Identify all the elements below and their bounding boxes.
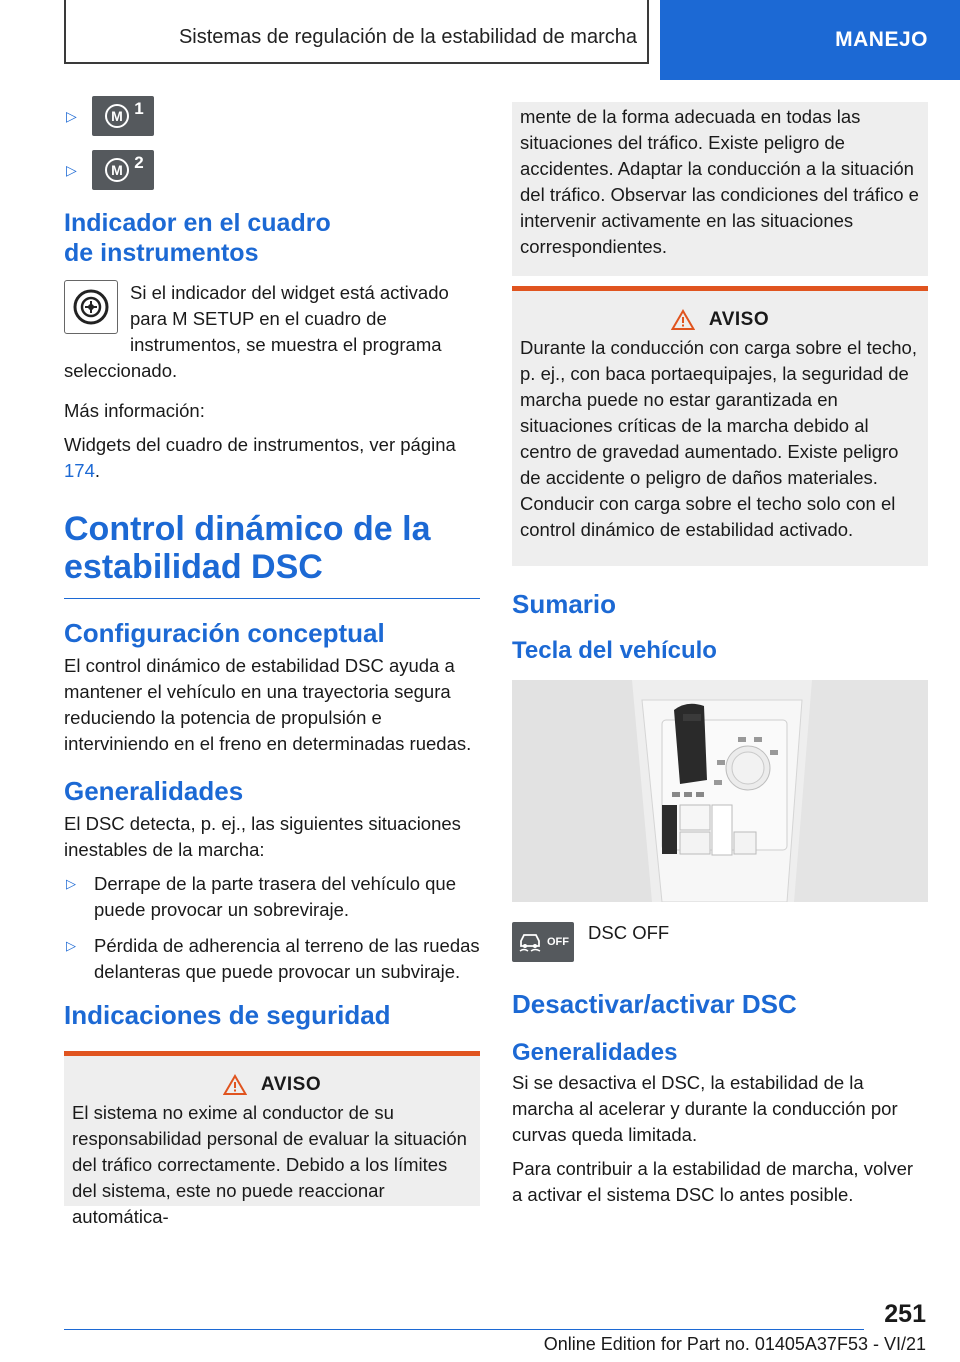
- general-heading: Generalidades: [64, 776, 244, 806]
- more-info-label: Más información:: [64, 400, 205, 421]
- page-link[interactable]: 174: [64, 460, 95, 481]
- deactivate-heading: Desactivar/activar DSC: [512, 989, 797, 1019]
- warning-box-2: [512, 286, 928, 566]
- deactivate-text-1: Si se desactiva el DSC, la estabilidad de la marcha al acelerar y durante la conducción por curvas queda limitada.: [512, 1072, 898, 1145]
- key-heading: Tecla del vehículo: [512, 637, 717, 664]
- situation-list: [64, 871, 480, 985]
- widgets-reference: Widgets del cuadro de instrumentos, ver página 174.: [64, 434, 456, 481]
- triangle-bullet-icon: ▷: [66, 161, 77, 178]
- warning-triangle-icon: [671, 309, 695, 331]
- deactivate-general-heading: Generalidades: [512, 1039, 678, 1066]
- dsc-off-item: [512, 922, 928, 962]
- warning-box-1-continued: [512, 102, 928, 276]
- mode-number: 2: [134, 153, 144, 172]
- warning-header: [520, 309, 920, 331]
- widget-indicator-icon: [64, 280, 118, 334]
- m1-mode-icon: [92, 96, 154, 136]
- summary-heading: Sumario: [512, 589, 617, 619]
- svg-text:M: M: [111, 108, 124, 124]
- safety-heading: Indicaciones de seguridad: [64, 1000, 391, 1030]
- page-number: 251: [884, 1300, 926, 1328]
- triangle-bullet-icon: ▷: [66, 876, 76, 891]
- mode-item-1: [64, 96, 480, 136]
- skidding-car-icon: [517, 930, 543, 954]
- warning-box-1: [64, 1051, 480, 1227]
- section-title: Sistemas de regulación de la estabilidad de marcha: [178, 26, 637, 48]
- off-text: OFF: [547, 936, 569, 948]
- instrument-heading: Indicador en el cuadro de instrumentos: [64, 209, 331, 267]
- footer-divider: [64, 1329, 864, 1330]
- warning-title: AVISO: [708, 309, 770, 330]
- warning-title: AVISO: [260, 1074, 322, 1095]
- list-item: ▷ Derrape de la parte trasera del vehículo que puede provocar un sobreviraje.: [66, 873, 456, 920]
- concept-text: El control dinámico de estabilidad DSC ayuda a mantener el vehículo en una trayectoria segura reduciendo la potencia de propulsión e interviniendo en el freno en determinadas ruedas.: [64, 655, 472, 754]
- center-console-photo: [512, 680, 928, 902]
- edition-note: Online Edition for Part no. 01405A37F53 - VI/21: [543, 1334, 926, 1354]
- dsc-off-button-icon: [512, 922, 574, 962]
- dsc-main-title: Control dinámico de la estabilidad DSC: [64, 510, 480, 599]
- instrument-paragraph: [64, 280, 480, 384]
- warning-header: [72, 1074, 472, 1096]
- concept-heading: Configuración conceptual: [64, 618, 385, 648]
- right-column: [512, 102, 928, 1208]
- general-text: El DSC detecta, p. ej., las siguientes situaciones inestables de la marcha:: [64, 813, 461, 860]
- m-circle-icon: [102, 104, 132, 128]
- mode-item-2: [64, 150, 480, 190]
- triangle-bullet-icon: ▷: [66, 938, 76, 953]
- triangle-bullet-icon: ▷: [66, 107, 77, 124]
- warning-text: El sistema no exime al conductor de su responsabilidad personal de evaluar la situación del tráfico correctamente. Debido a los límites del sistema, este no puede reaccionar automática-: [72, 1102, 467, 1227]
- deactivate-text-2: Para contribuir a la estabilidad de marcha, volver a activar el sistema DSC lo antes posible.: [512, 1158, 914, 1205]
- left-column: [64, 96, 480, 1227]
- dsc-off-label: DSC OFF: [588, 922, 670, 943]
- warning-text-continued: mente de la forma adecuada en todas las situaciones del tráfico. Existe peligro de accidentes. Adaptar la conducción a la situación del tráfico. Observar las condiciones del tráfico e intervenir activamente en las situaciones correspondientes.: [520, 106, 919, 257]
- m-circle-icon: [102, 158, 132, 182]
- warning-triangle-icon: [223, 1074, 247, 1096]
- mode-number: 1: [134, 99, 144, 118]
- m2-mode-icon: [92, 150, 154, 190]
- chapter-tab-label[interactable]: MANEJO: [835, 28, 928, 51]
- warning-text: Durante la conducción con carga sobre el techo, p. ej., con baca portaequipajes, la seguridad de marcha puede no estar garantizada en situaciones críticas de la marcha debido al centro de gravedad aumentado. Existe peligro de accidente o peligro de daños materiales. Conducir con carga sobre el techo solo con el control dinámico de estabilidad activado.: [520, 337, 917, 540]
- instrument-text: Si el indicador del widget está activado para M SETUP en el cuadro de instrumentos, se muestra el programa seleccionado.: [64, 282, 449, 381]
- list-item: ▷ Pérdida de adherencia al terreno de las ruedas delanteras que puede provocar un subviraje.: [66, 935, 480, 982]
- svg-text:M: M: [111, 162, 124, 178]
